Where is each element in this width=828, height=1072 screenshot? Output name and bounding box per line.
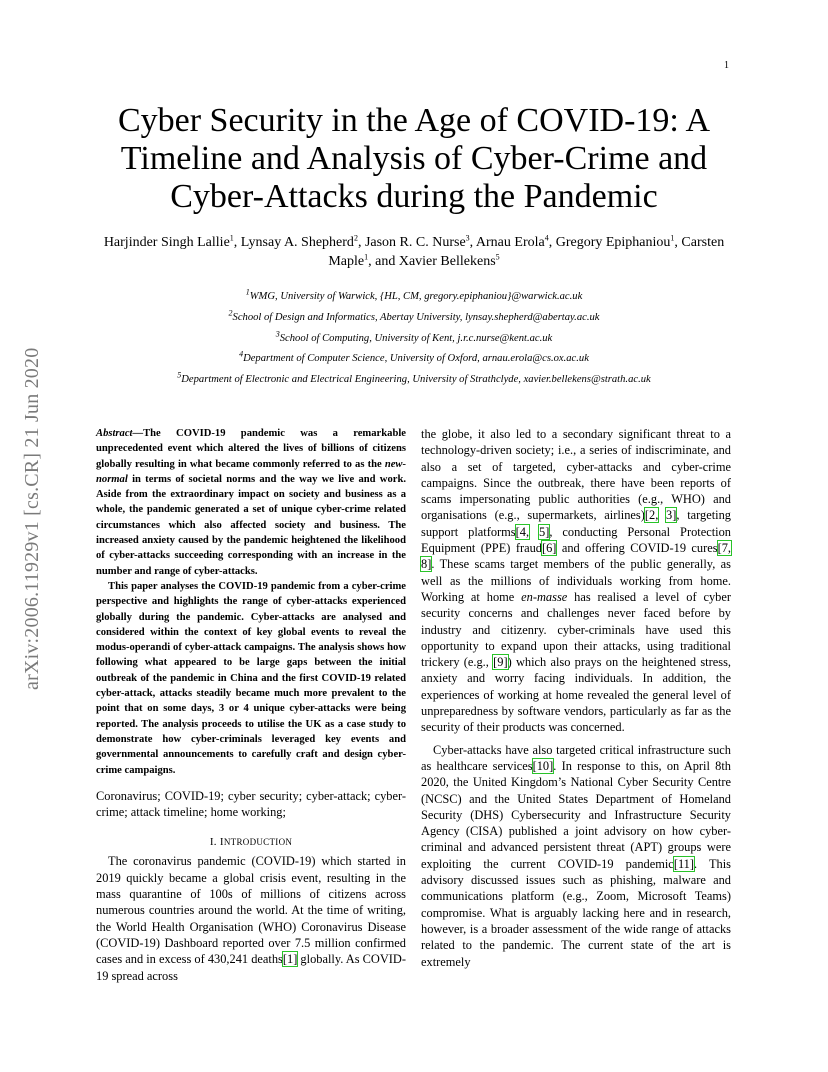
intro-text: and offering COVID-19 cures bbox=[556, 541, 718, 556]
affiliation-text: Department of Electronic and Electrical Engineering, University of Strathclyde, xavier.bellekens@strath.ac.uk bbox=[181, 374, 651, 386]
citation-link[interactable]: [6] bbox=[541, 541, 557, 556]
citation-link[interactable]: [9] bbox=[493, 655, 508, 670]
paper-title: Cyber Security in the Age of COVID-19: A Timeline and Analysis of Cyber-Crime and Cyber-Attacks during the Pandemic bbox=[117, 102, 711, 215]
author-name: Lynsay A. Shepherd bbox=[240, 235, 354, 250]
left-column bbox=[96, 426, 406, 984]
intro-text: globally. As COVID-19 spread across bbox=[96, 952, 406, 983]
affiliation-line bbox=[90, 329, 738, 350]
intro-text: . This advisory discussed issues such as phishing, malware and communications platform (e.g., Zoom, Microsoft Teams) compromise. What is arguably lacking here and in research, however, is a broader assessment of the wide range of attacks related to the pandemic. The current state of the art is extremely bbox=[421, 856, 732, 969]
intro-text: , conducting Personal Protection Equipment (PPE) fraud bbox=[421, 524, 731, 556]
intro-text: The coronavirus pandemic (COVID-19) which started in 2019 quickly became a global crisis event, resulting in the mass quarantine of 100s of millions of citizens across numerous countries around the world. At the time of writing, the World Health Organisation (WHO) Coronavirus Disease (COVID-19) Dashboard reported over 7.5 million confirmed cases and in excess of 430,241 deaths bbox=[96, 854, 406, 967]
intro-text: , targeting support platforms bbox=[421, 508, 732, 539]
intro-text: the globe, it also led to a secondary significant threat to a technology-driven society; i.e., a series of indiscriminate, and also a set of targeted, cyber-attacks and cyber-crime campaigns. Since the outbreak, there have been reports of scams impersonating public authorities (e.g., WHO) and organisations (e.g., supermarkets, airlines) bbox=[421, 427, 731, 523]
abstract-text: in terms of societal norms and the way we live and work. Aside from the extraordinary impact on society and business as a whole, the pandemic generated a set of unique cyber-crime related circumstances which also affected society and business. The increased anxiety caused by the pandemic heightened the likelihood of cyber-attacks succeeding corresponding with an increase in the number and range of cyber-attacks. bbox=[96, 473, 406, 577]
affiliation-text: School of Design and Informatics, Abertay University, lynsay.shepherd@abertay.ac.uk bbox=[232, 311, 600, 323]
citation-link[interactable]: [4, bbox=[515, 524, 530, 539]
citation-link[interactable]: [10] bbox=[532, 758, 554, 773]
author-affiliation-marker: 3 bbox=[465, 233, 470, 243]
citation-link[interactable]: 8] bbox=[421, 557, 432, 572]
right-column bbox=[421, 426, 731, 970]
section-number: I. bbox=[209, 836, 217, 849]
citation-link[interactable]: [7, bbox=[717, 541, 731, 556]
affiliation-line bbox=[90, 308, 738, 329]
author-name: Gregory Epiphaniou bbox=[555, 235, 671, 250]
affiliation-line bbox=[90, 287, 738, 308]
author-affiliation-marker: 1 bbox=[670, 233, 675, 243]
intro-text: ) which also prays on the heightened stress, anxiety and worry facing individuals. In addition, the experiences of working at home revealed the general level of unpreparedness by software vendors, particularly as far as the security of their products was concerned. bbox=[421, 655, 731, 735]
affiliation-list bbox=[90, 287, 738, 391]
author-name: Arnau Erola bbox=[475, 235, 545, 250]
author-name: Xavier Bellekens bbox=[398, 254, 496, 269]
author-affiliation-marker: 1 bbox=[364, 252, 369, 262]
intro-paragraph-2 bbox=[421, 742, 731, 970]
author-list: Harjinder Singh Lallie$^1$, Lynsay A. Shepherd$^2$, Jason R. C. Nurse$^3$, Arnau Erola$^4$, Gregory Epiphaniou$^1$, Carsten Maple$^1$, and Xavier Bellekens$^5$ bbox=[103, 233, 725, 269]
affiliation-marker: 2 bbox=[228, 308, 233, 318]
page-number: 1 bbox=[724, 60, 729, 71]
intro-text: Cyber-attacks have also targeted critical infrastructure such as healthcare services bbox=[421, 742, 731, 773]
affiliation-line bbox=[90, 370, 738, 391]
affiliation-text: WMG, University of Warwick, {HL, CM, gregory.epiphaniou}@warwick.ac.uk bbox=[249, 291, 583, 302]
affiliation-marker: 4 bbox=[239, 349, 244, 359]
section-heading bbox=[96, 836, 406, 848]
citation-link[interactable]: [2, bbox=[644, 508, 659, 523]
intro-text: has realised a level of cyber security concerns and challenges never faced before by industry and citizenry. cyber-criminals have used this opportunity to expand upon their attacks, using traditional trickery (e.g., bbox=[421, 589, 731, 670]
intro-paragraph-1-cont bbox=[421, 426, 731, 736]
abstract-paragraph-2: This paper analyses the COVID-19 pandemic from a cyber-crime perspective and highlights the range of cyber-attacks experienced globally during the pandemic. Cyber-attacks are analysed and considered within the context of key global events to reveal the modus-operandi of cyber-attack campaigns. The analysis shows how following what appeared to be large gaps between the initial outbreak of the pandemic in China and the first COVID-19 related cyber-attack, attacks steadily became much more prevalent to the point that on some days, 3 or 4 unique cyber-attacks were being reported. The analysis proceeds to utilise the UK as a case study to demonstrate how cyber-criminals leveraged key events and governmental announcements to carefully craft and design cyber-crime campaigns. bbox=[96, 580, 406, 776]
abstract-label: Abstract bbox=[96, 428, 133, 439]
affiliation-line bbox=[90, 349, 738, 370]
citation-link[interactable]: 3] bbox=[666, 508, 677, 523]
author-name: Harjinder Singh Lallie bbox=[103, 235, 230, 250]
affiliation-marker: 5 bbox=[177, 370, 182, 380]
author-name: Carsten Maple bbox=[328, 235, 725, 269]
author-affiliation-marker: 1 bbox=[229, 233, 234, 243]
abstract-emphasis: new-normal bbox=[96, 458, 406, 485]
index-terms: Coronavirus; COVID-19; cyber security; cyber-attack; cyber-crime; attack timeline; home working; bbox=[96, 788, 406, 820]
arxiv-identifier: arXiv:2006.11929v1 [cs.CR] 21 Jun 2020 bbox=[21, 347, 43, 690]
section-title-rest: NTRODUCTION bbox=[223, 837, 293, 848]
intro-text: . These scams target members of the public generally, as well as the millions of individuals working from home. Working at home bbox=[421, 557, 731, 604]
abstract-paragraph-1 bbox=[96, 426, 406, 579]
affiliation-marker: 3 bbox=[275, 329, 280, 339]
affiliation-marker: 1 bbox=[245, 287, 250, 297]
section-title-initial: I bbox=[219, 836, 224, 849]
citation-link[interactable]: 5] bbox=[539, 524, 550, 539]
author-affiliation-marker: 2 bbox=[353, 233, 358, 243]
abstract-text: —The COVID-19 pandemic was a remarkable unprecedented event which altered the lives of billions of citizens globally resulting in what became commonly referred to as the bbox=[96, 428, 406, 470]
author-affiliation-marker: 4 bbox=[544, 233, 549, 243]
intro-emphasis: en-masse bbox=[521, 589, 568, 604]
citation-link[interactable]: [11] bbox=[673, 856, 694, 871]
affiliation-text: School of Computing, University of Kent, j.r.c.nurse@kent.ac.uk bbox=[279, 332, 553, 344]
author-affiliation-marker: 5 bbox=[495, 252, 500, 262]
citation-link[interactable]: [1] bbox=[282, 952, 298, 967]
author-name: Jason R. C. Nurse bbox=[364, 235, 466, 250]
affiliation-text: Department of Computer Science, University of Oxford, arnau.erola@cs.ox.ac.uk bbox=[243, 353, 589, 365]
intro-text: . In response to this, on April 8th 2020, the United Kingdom’s National Cyber Security Centre (NCSC) and the United States Department of Homeland Security (DHS) Cybersecurity and Infrastructure Security Agency (CISA) published a joint advisory on how cyber-criminal and advanced persistent threat (APT) groups were exploiting the current COVID-19 pandemic bbox=[421, 758, 732, 871]
intro-paragraph-1-start bbox=[96, 853, 406, 983]
